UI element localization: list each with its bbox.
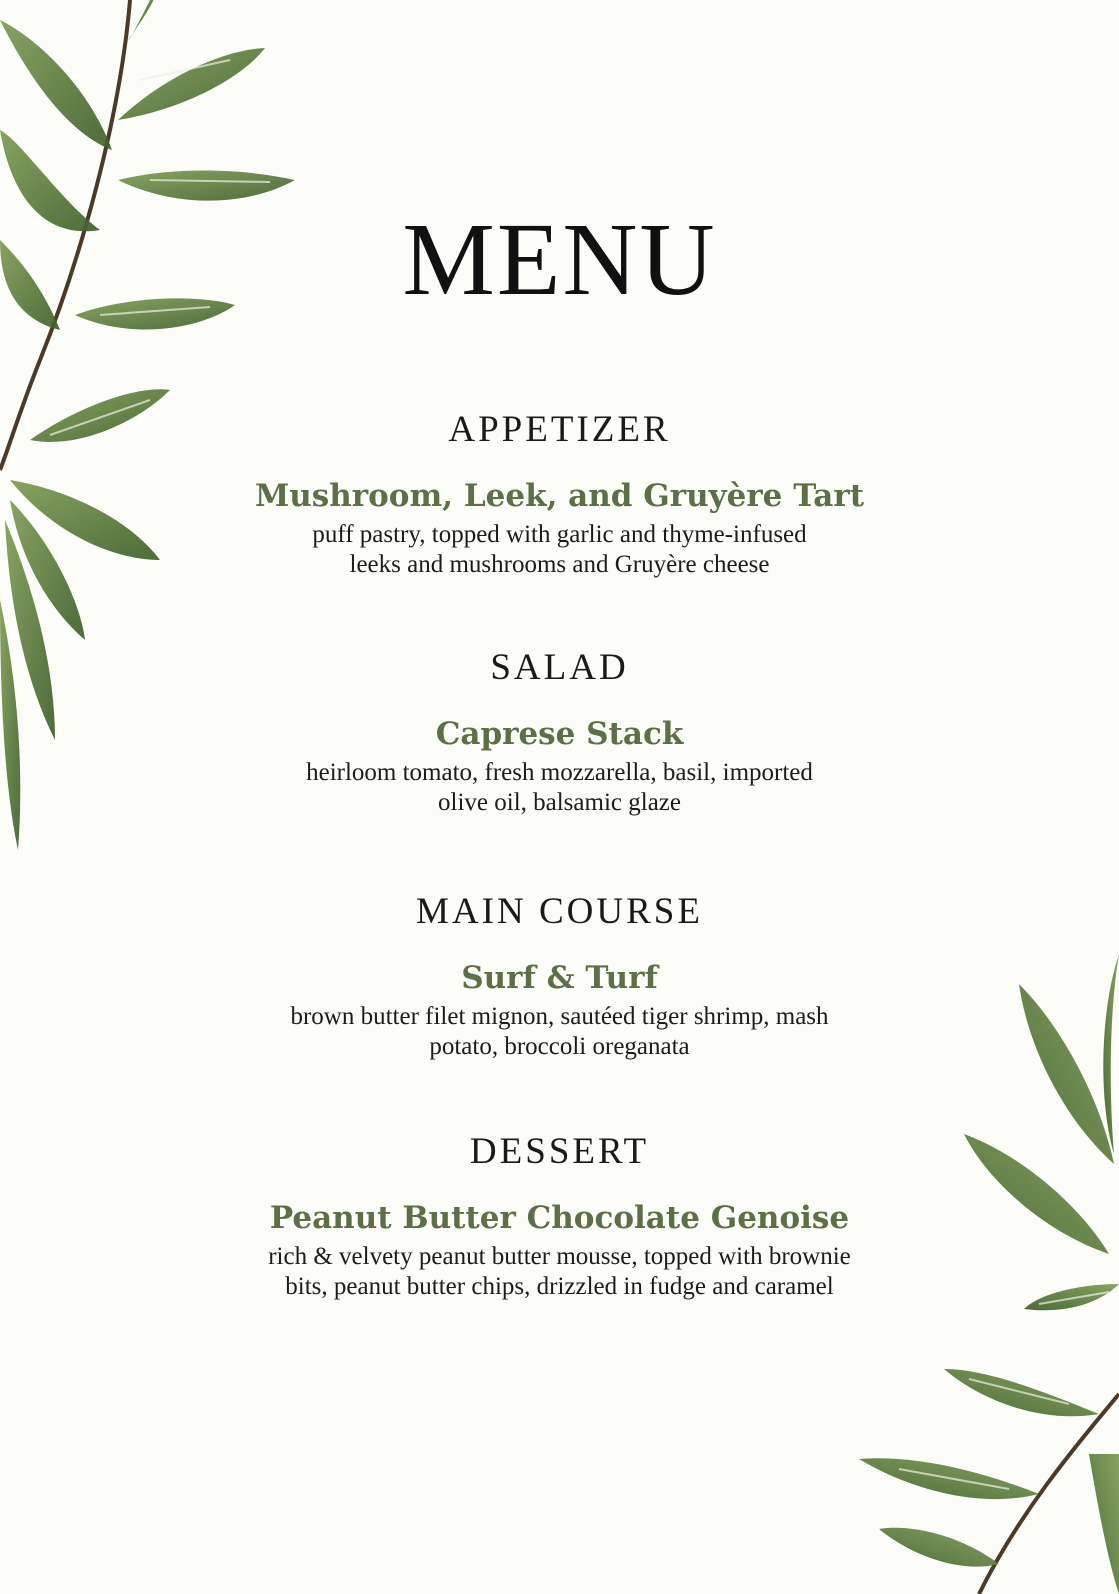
course-main [0,892,1119,1062]
dish-name: Surf & Turf [461,960,658,996]
course-heading: MAIN COURSE [416,891,703,932]
dish-description [220,758,900,818]
description-line: potato, broccoli oreganata [429,1033,690,1060]
dish-name: Peanut Butter Chocolate Genoise [269,1200,850,1236]
description-line: rich & velvety peanut butter mousse, topped with brownie [268,1243,851,1270]
menu-title: MENU [402,202,717,317]
course-dessert [0,1132,1119,1302]
description-line: puff pastry, topped with garlic and thyme-infused [312,521,807,548]
dish-description [200,1242,920,1302]
course-heading: SALAD [490,647,629,688]
dish-description [220,1002,900,1062]
course-appetizer [0,410,1119,580]
dish-name: Mushroom, Leek, and Gruyère Tart [254,478,865,514]
course-salad [0,648,1119,818]
description-line: leeks and mushrooms and Gruyère cheese [349,551,770,578]
course-heading: DESSERT [469,1131,650,1172]
description-line: olive oil, balsamic glaze [438,789,681,816]
course-heading: APPETIZER [448,409,671,450]
dish-name: Caprese Stack [435,716,684,752]
description-line: brown butter filet mignon, sautéed tiger shrimp, mash [290,1003,829,1030]
description-line: heirloom tomato, fresh mozzarella, basil, imported [306,759,813,786]
dish-description [220,520,900,580]
description-line: bits, peanut butter chips, drizzled in fudge and caramel [285,1273,834,1300]
